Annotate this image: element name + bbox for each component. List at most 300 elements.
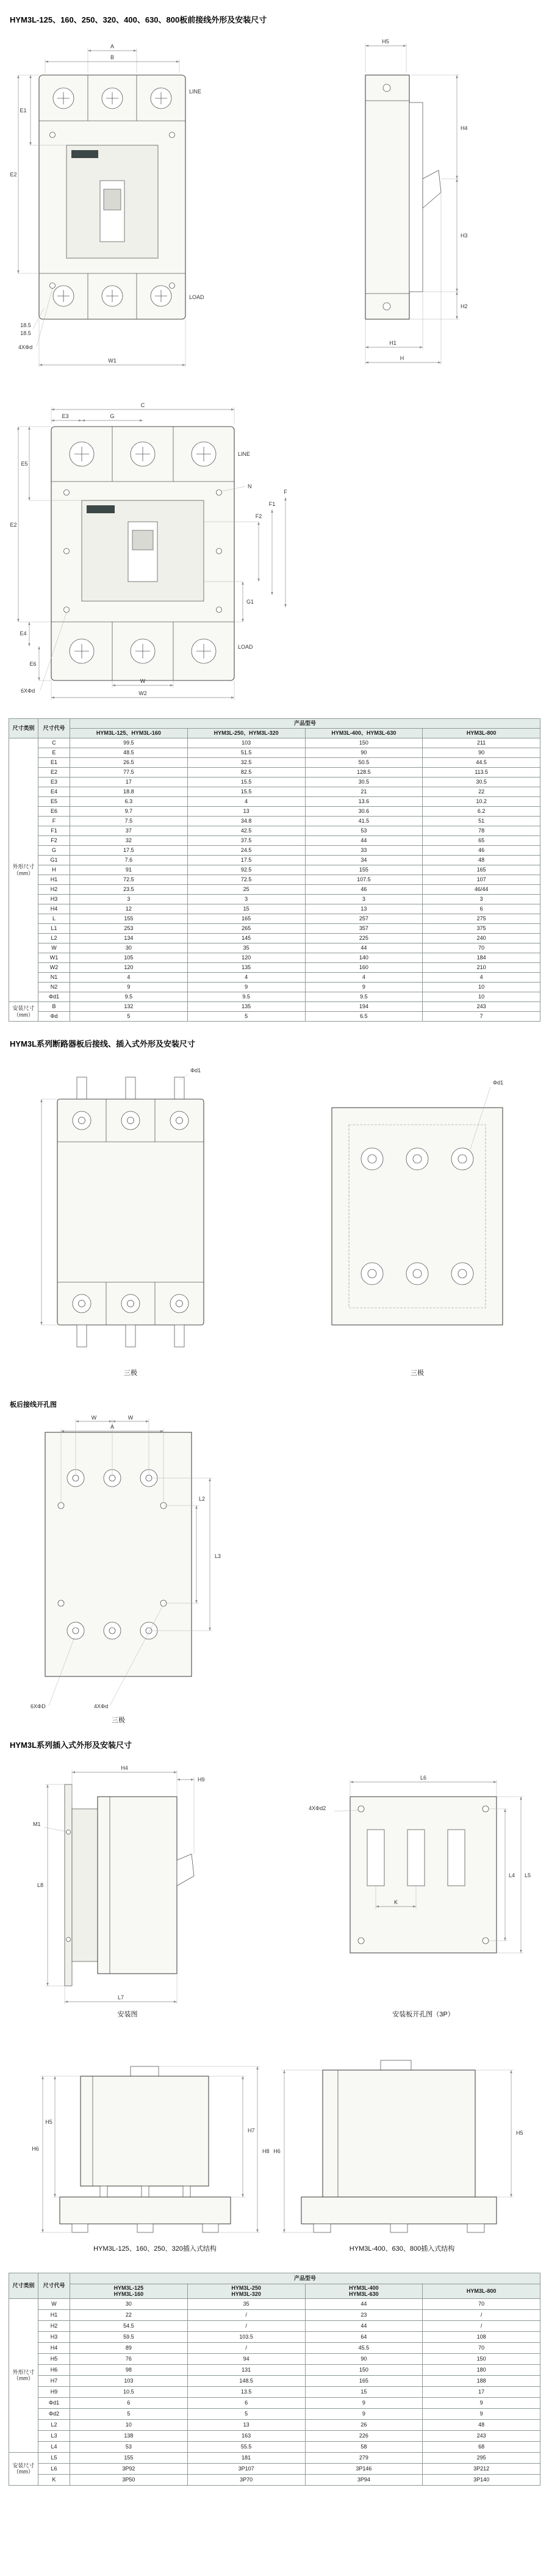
- dimension-code: H3: [38, 895, 70, 904]
- plugin-structure-drawing: [9, 2033, 540, 2259]
- dimension-code: L1: [38, 924, 70, 934]
- dimension-value: 9.5: [305, 992, 423, 1002]
- dimension-value: 226: [305, 2430, 423, 2441]
- dimension-value: 90: [423, 748, 540, 758]
- dimension-code: W2: [38, 963, 70, 973]
- dim-label-h2: H2: [461, 303, 468, 309]
- dim-label-k: K: [393, 1899, 398, 1905]
- dimension-row: [9, 2386, 540, 2397]
- dimension-value: 140: [305, 953, 423, 963]
- dimension-value: 9: [70, 983, 188, 992]
- dimension-value: 44: [305, 943, 423, 953]
- dimension-value: 3P94: [305, 2474, 423, 2485]
- breaker-front-view: [10, 43, 204, 367]
- dimension-value: 4: [187, 973, 305, 983]
- header-product-model: 产品型号: [70, 2273, 540, 2284]
- dimension-value: 135: [187, 963, 305, 973]
- dimension-value: 22: [70, 2309, 188, 2320]
- dimension-value: 18.8: [70, 787, 188, 797]
- dimension-value: 6: [423, 904, 540, 914]
- dimension-value: 68: [423, 2441, 540, 2452]
- dimension-value: 6.2: [423, 807, 540, 817]
- dimension-value: /: [423, 2320, 540, 2331]
- dimension-row: [9, 836, 540, 846]
- dimension-value: 32: [70, 836, 188, 846]
- cutout-title: 板后接线开孔图: [10, 1401, 57, 1409]
- dim-label-c: C: [140, 402, 145, 408]
- dim-label-f: F: [284, 489, 287, 495]
- dimension-value: 107: [423, 875, 540, 885]
- dimension-value: 30: [70, 943, 188, 953]
- dimension-row: [9, 2408, 540, 2419]
- dimension-code: E5: [38, 797, 70, 807]
- dim-label-l4: L4: [509, 1872, 515, 1878]
- dim-label-h3: H3: [461, 233, 468, 239]
- brand-label: [87, 505, 115, 513]
- line-terminal-label: LINE: [189, 88, 202, 95]
- dimension-value: 3: [70, 895, 188, 904]
- dimension-row: [9, 2463, 540, 2474]
- dimension-value: 103: [70, 2375, 188, 2386]
- pole-caption: 三极: [411, 1369, 424, 1377]
- dimension-row: [9, 2353, 540, 2364]
- plugin-install-drawing: [9, 1758, 540, 2020]
- dimension-value: 30.6: [305, 807, 423, 817]
- model-header: [187, 2284, 305, 2299]
- dimension-row: [9, 817, 540, 826]
- dimension-row: [9, 2309, 540, 2320]
- dimension-value: 41.5: [305, 817, 423, 826]
- dim-label-h6: H6: [273, 2148, 281, 2154]
- dimension-row: [9, 826, 540, 836]
- dimension-value: 22: [423, 787, 540, 797]
- dimension-code: L4: [38, 2441, 70, 2452]
- dimension-code: W1: [38, 953, 70, 963]
- dimension-code: N2: [38, 983, 70, 992]
- dimension-value: 48: [423, 856, 540, 865]
- dimension-value: 4: [305, 973, 423, 983]
- dimension-value: 9.5: [70, 992, 188, 1002]
- dimension-value: 54.5: [70, 2320, 188, 2331]
- dimension-code: E6: [38, 807, 70, 817]
- dimension-code: G1: [38, 856, 70, 865]
- dim-label-w-b: W: [127, 1415, 134, 1421]
- dimension-value: 51.5: [187, 748, 305, 758]
- dimension-row: [9, 807, 540, 817]
- dimension-value: 34.8: [187, 817, 305, 826]
- line-terminal-label: LINE: [238, 451, 251, 457]
- dim-label-h5: H5: [516, 2130, 523, 2136]
- dimension-row: [9, 2430, 540, 2441]
- dimension-code: E: [38, 748, 70, 758]
- dimension-value: 150: [305, 738, 423, 748]
- dimension-value: 9: [187, 983, 305, 992]
- dimension-value: 3P92: [70, 2463, 188, 2474]
- dimension-value: 94: [187, 2353, 305, 2364]
- dim-label-l2: L2: [199, 1496, 206, 1502]
- dimension-value: 51: [423, 817, 540, 826]
- header-dimension-code: 尺寸代号: [38, 2273, 70, 2299]
- dimension-value: 17.5: [70, 846, 188, 856]
- dimension-value: 138: [70, 2430, 188, 2441]
- dim-label-e2: E2: [10, 522, 17, 528]
- dimension-value: 15: [305, 2386, 423, 2397]
- dimension-value: 53: [70, 2441, 188, 2452]
- dimension-value: 44.5: [423, 758, 540, 768]
- dimension-row: [9, 934, 540, 943]
- dimension-code: F2: [38, 836, 70, 846]
- dimension-value: 53: [305, 826, 423, 836]
- dimension-row: [9, 895, 540, 904]
- rear-wiring-stud-view: [332, 1080, 503, 1377]
- dimension-code: Φd: [38, 1012, 70, 1022]
- model-line: HYM3L-400: [349, 2285, 379, 2291]
- dimension-value: 145: [187, 934, 305, 943]
- model-header: HYM3L-125、HYM3L-160: [70, 729, 188, 738]
- plugin-plate-cutout-view: [309, 1775, 531, 2018]
- dimension-value: 13: [305, 904, 423, 914]
- dimension-value: 279: [305, 2452, 423, 2463]
- install-caption: 安装图: [117, 2011, 138, 2018]
- dimension-code: L: [38, 914, 70, 924]
- dim-label-g: G: [110, 413, 115, 419]
- dimension-value: 77.5: [70, 768, 188, 777]
- dimension-row: [9, 856, 540, 865]
- dim-label-e5: E5: [21, 461, 28, 467]
- dimension-value: 211: [423, 738, 540, 748]
- dimension-value: 90: [305, 748, 423, 758]
- dim-label-f2: F2: [255, 513, 262, 519]
- dim-label-h: H: [400, 355, 404, 361]
- model-header: HYM3L-400、HYM3L-630: [305, 729, 423, 738]
- dimension-value: 103.5: [187, 2331, 305, 2342]
- dimension-value: 9: [423, 2397, 540, 2408]
- dimension-value: 24.5: [187, 846, 305, 856]
- dimension-value: 30.5: [305, 777, 423, 787]
- dimension-row: [9, 885, 540, 895]
- dimension-value: 155: [305, 865, 423, 875]
- dimension-value: 160: [305, 963, 423, 973]
- mounting-hole-callout: 4XΦd2: [309, 1805, 326, 1811]
- dimension-value: 9: [305, 2397, 423, 2408]
- dim-label-e4: E4: [20, 630, 27, 637]
- dimension-value: 21: [305, 787, 423, 797]
- dimension-value: 103: [187, 738, 305, 748]
- dimension-value: 70: [423, 2298, 540, 2309]
- dimension-value: 107.5: [305, 875, 423, 885]
- dimension-code: H1: [38, 875, 70, 885]
- dimension-value: 132: [70, 1002, 188, 1012]
- dimension-code: Φd1: [38, 992, 70, 1002]
- dimension-value: 13.6: [305, 797, 423, 807]
- dimension-row: [9, 768, 540, 777]
- dimension-value: 9: [305, 2408, 423, 2419]
- pole-caption: 三极: [124, 1369, 137, 1377]
- dimension-row: [9, 865, 540, 875]
- dimension-value: 92.5: [187, 865, 305, 875]
- dimension-group-label: 外形尺寸（mm）: [9, 738, 38, 1002]
- rear-wiring-front-view: [41, 1067, 204, 1377]
- dimension-value: 163: [187, 2430, 305, 2441]
- mounting-hole-callout: 6XΦd: [21, 688, 35, 694]
- dimension-value: 210: [423, 963, 540, 973]
- model-header: HYM3L-250、HYM3L-320: [187, 729, 305, 738]
- pole-caption: 三极: [112, 1717, 125, 1724]
- dim-label-g1: G1: [246, 599, 254, 605]
- model-header: [70, 2284, 188, 2299]
- dimension-value: 105: [70, 953, 188, 963]
- dimension-value: 37: [70, 826, 188, 836]
- dimension-code: H1: [38, 2309, 70, 2320]
- dimension-value: 375: [423, 924, 540, 934]
- dim-label-e1: E1: [20, 107, 27, 114]
- stud-hole-callout: Φd1: [493, 1080, 504, 1086]
- mounting-hole-callout: 4XΦd: [94, 1703, 109, 1709]
- dimension-value: 48.5: [70, 748, 188, 758]
- dimension-value: 90: [305, 2353, 423, 2364]
- dimension-row: [9, 738, 540, 748]
- dimension-value: 17: [423, 2386, 540, 2397]
- dimension-row: [9, 1002, 540, 1012]
- dimension-value: 6.3: [70, 797, 188, 807]
- dimension-value: 135: [187, 1002, 305, 1012]
- dimension-value: 55.5: [187, 2441, 305, 2452]
- dimension-value: 42.5: [187, 826, 305, 836]
- dim-label-w2: W2: [138, 690, 147, 696]
- dimension-value: 78: [423, 826, 540, 836]
- dim-label-h5: H5: [382, 38, 389, 45]
- dimension-value: 181: [187, 2452, 305, 2463]
- section3-title: HYM3L系列插入式外形及安装尺寸: [10, 1741, 132, 1750]
- dimension-row: [9, 2441, 540, 2452]
- dimension-value: 6: [70, 2397, 188, 2408]
- dimension-value: 26: [305, 2419, 423, 2430]
- plugin-structure-large-view: [273, 2060, 523, 2253]
- dimension-code: H3: [38, 2331, 70, 2342]
- dimension-row: [9, 2397, 540, 2408]
- dimension-value: 128.5: [305, 768, 423, 777]
- dimension-value: 70: [423, 2342, 540, 2353]
- model-line: HYM3L-160: [113, 2291, 144, 2298]
- dimension-value: 120: [70, 963, 188, 973]
- dim-label-18-5-a: 18.5: [20, 322, 31, 328]
- dimension-value: 26.5: [70, 758, 188, 768]
- dimension-code: H7: [38, 2375, 70, 2386]
- dimension-value: 48: [423, 2419, 540, 2430]
- dimension-value: 5: [187, 1012, 305, 1022]
- dimension-value: 3: [187, 895, 305, 904]
- dimension-value: 10.5: [70, 2386, 188, 2397]
- model-line: HYM3L-800: [466, 2288, 497, 2295]
- dimension-value: 113.5: [423, 768, 540, 777]
- dimension-value: 65: [423, 836, 540, 846]
- dimension-value: 44: [305, 2298, 423, 2309]
- dimension-value: /: [187, 2309, 305, 2320]
- dimension-value: 35: [187, 2298, 305, 2309]
- dimension-code: H9: [38, 2386, 70, 2397]
- dim-label-h4: H4: [121, 1765, 128, 1771]
- dimension-row: [9, 2342, 540, 2353]
- dimension-value: 64: [305, 2331, 423, 2342]
- dimension-value: 295: [423, 2452, 540, 2463]
- dim-label-h4: H4: [461, 125, 468, 131]
- dimension-code: H2: [38, 885, 70, 895]
- dimension-code: E1: [38, 758, 70, 768]
- dimension-value: 82.5: [187, 768, 305, 777]
- dimension-value: 257: [305, 914, 423, 924]
- dimension-row: [9, 904, 540, 914]
- dimension-value: 23: [305, 2309, 423, 2320]
- dim-label-a: A: [110, 43, 115, 49]
- dimension-row: [9, 983, 540, 992]
- brand-label: [71, 150, 98, 158]
- model-line: HYM3L-125: [113, 2285, 144, 2291]
- dimension-value: 9.5: [187, 992, 305, 1002]
- dimension-code: Φd2: [38, 2408, 70, 2419]
- dimension-value: 15: [187, 904, 305, 914]
- dimension-value: 10: [70, 2419, 188, 2430]
- dimension-value: 13: [187, 2419, 305, 2430]
- model-line: HYM3L-250: [231, 2285, 261, 2291]
- dimension-row: [9, 924, 540, 934]
- dimension-row: [9, 846, 540, 856]
- dimension-value: 357: [305, 924, 423, 934]
- dimension-value: 9: [423, 2408, 540, 2419]
- dimension-value: 3P212: [423, 2463, 540, 2474]
- dimension-code: L6: [38, 2463, 70, 2474]
- dimension-code: H6: [38, 2364, 70, 2375]
- dimension-row: [9, 963, 540, 973]
- dimension-value: 150: [423, 2353, 540, 2364]
- dimension-value: 10: [423, 992, 540, 1002]
- dimension-code: L3: [38, 2430, 70, 2441]
- dimension-value: 131: [187, 2364, 305, 2375]
- dimension-row: [9, 2474, 540, 2485]
- dimension-value: 180: [423, 2364, 540, 2375]
- plugin-install-view: [33, 1765, 205, 2018]
- model-header: [423, 2284, 540, 2299]
- dimension-value: 10.2: [423, 797, 540, 807]
- dimension-code: G: [38, 846, 70, 856]
- dim-label-e2: E2: [10, 171, 17, 178]
- dimension-code: L2: [38, 2419, 70, 2430]
- dimension-code: N1: [38, 973, 70, 983]
- dimension-row: [9, 2298, 540, 2309]
- dimension-value: 253: [70, 924, 188, 934]
- dimension-value: 3: [423, 895, 540, 904]
- dimension-row: [9, 797, 540, 807]
- plugin-dimension-table: [9, 2273, 540, 2486]
- dimension-value: 23.5: [70, 885, 188, 895]
- dimension-row: [9, 758, 540, 768]
- structure-caption-small: HYM3L-125、160、250、320插入式结构: [93, 2245, 217, 2253]
- dimension-code: W: [38, 2298, 70, 2309]
- dimension-value: 243: [423, 2430, 540, 2441]
- front-wiring-drawing: [9, 32, 540, 386]
- dim-label-w: W: [140, 678, 146, 684]
- dim-label-l6: L6: [420, 1775, 427, 1781]
- dimension-row: [9, 2320, 540, 2331]
- screw-callout-m1: M1: [33, 1821, 41, 1827]
- dimension-row: [9, 777, 540, 787]
- dimension-value: 59.5: [70, 2331, 188, 2342]
- dimension-code: F1: [38, 826, 70, 836]
- dimension-code: L2: [38, 934, 70, 943]
- dimension-value: 225: [305, 934, 423, 943]
- dimension-row: [9, 943, 540, 953]
- front-wiring-large-drawing: [9, 400, 540, 705]
- model-header: HYM3L-800: [423, 729, 540, 738]
- header-product-model: 产品型号: [70, 719, 540, 729]
- dim-label-18-5-b: 18.5: [20, 330, 31, 336]
- dimension-row: [9, 953, 540, 963]
- dim-label-e3: E3: [62, 413, 69, 419]
- dimension-value: 46/44: [423, 885, 540, 895]
- dimension-code: E4: [38, 787, 70, 797]
- dimension-row: [9, 914, 540, 924]
- model-header: [305, 2284, 423, 2299]
- dimension-row: [9, 2364, 540, 2375]
- dimension-value: 89: [70, 2342, 188, 2353]
- dimension-value: 13.5: [187, 2386, 305, 2397]
- dimension-value: 3P70: [187, 2474, 305, 2485]
- cutout-plate: [30, 1415, 221, 1724]
- plugin-structure-small-view: [32, 2066, 269, 2253]
- dimension-code: H4: [38, 904, 70, 914]
- dimension-value: 155: [70, 914, 188, 924]
- dimension-value: 240: [423, 934, 540, 943]
- dimension-value: 150: [305, 2364, 423, 2375]
- dimension-value: 265: [187, 924, 305, 934]
- dimension-group-label: 外形尺寸（mm）: [9, 2298, 38, 2452]
- dim-label-f1: F1: [268, 501, 276, 507]
- dimension-value: 17.5: [187, 856, 305, 865]
- section2-title: HYM3L系列断路器板后接线、插入式外形及安装尺寸: [10, 1039, 196, 1048]
- dimension-value: 32.5: [187, 758, 305, 768]
- dimension-value: 243: [423, 1002, 540, 1012]
- dimension-row: [9, 2419, 540, 2430]
- header-dimension-category: 尺寸类别: [9, 719, 38, 738]
- dimension-value: 165: [305, 2375, 423, 2386]
- dimension-group-label: 安装尺寸（mm）: [9, 1002, 38, 1022]
- dimension-row: [9, 787, 540, 797]
- dimension-value: 6.5: [305, 1012, 423, 1022]
- model-line: HYM3L-320: [231, 2291, 261, 2298]
- load-terminal-label: LOAD: [238, 644, 253, 650]
- dim-label-h6: H6: [32, 2146, 39, 2152]
- dimension-value: 30: [70, 2298, 188, 2309]
- dimension-value: 35: [187, 943, 305, 953]
- dimension-value: 3P107: [187, 2463, 305, 2474]
- dimension-value: 4: [187, 797, 305, 807]
- dimension-value: 4: [70, 973, 188, 983]
- dimension-code: H4: [38, 2342, 70, 2353]
- rear-wiring-drawing: [9, 1056, 540, 1386]
- dimension-value: 17: [70, 777, 188, 787]
- mounting-hole-callout: 4XΦd: [18, 344, 33, 350]
- dimension-row: [9, 1012, 540, 1022]
- dim-label-h8: H8: [262, 2148, 270, 2154]
- header-dimension-code: 尺寸代号: [38, 719, 70, 738]
- dimension-value: 46: [423, 846, 540, 856]
- dimension-value: 46: [305, 885, 423, 895]
- dimension-value: 148.5: [187, 2375, 305, 2386]
- load-terminal-label: LOAD: [189, 294, 204, 300]
- dimension-code: B: [38, 1002, 70, 1012]
- dim-label-l7: L7: [117, 1994, 124, 2001]
- stud-cutout-callout: 6XΦD: [30, 1703, 46, 1709]
- dimension-value: /: [423, 2309, 540, 2320]
